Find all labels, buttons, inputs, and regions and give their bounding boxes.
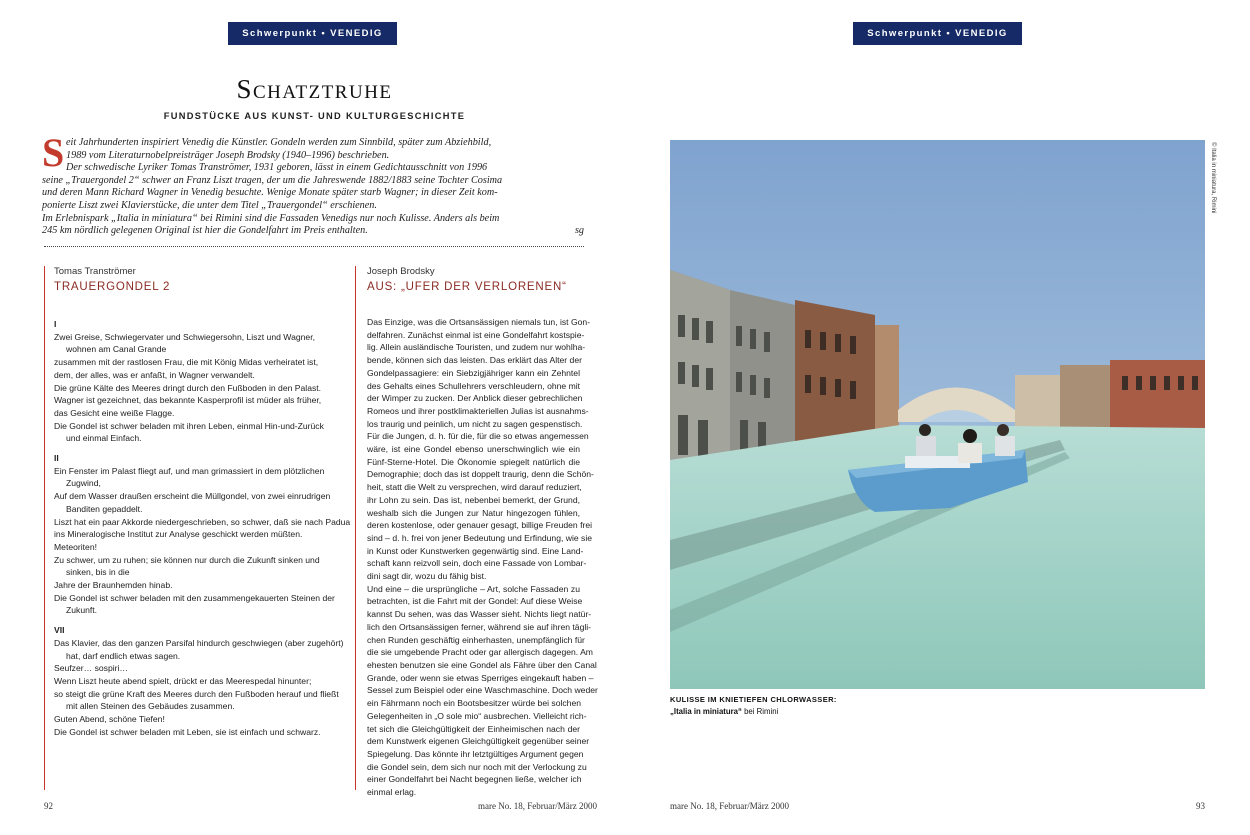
poem-line: Zugwind, [66,478,101,489]
intro-last-line [42,225,584,238]
prose-line: in Kunst oder Kunstwerken gegenwärtig sind. Eine Land- [367,545,584,556]
poem-line: Wagner ist gezeichnet, das bekannte Kasperprofil ist müder als früher, [54,395,322,406]
right-excerpt-title: AUS: „UFER DER VERLORENEN“ [367,281,567,293]
prose-line: dem Kunstwerk eigenen Gleichgültigkeit gegenüber seiner [367,736,590,747]
prose-line: Grande, oder wenn sie etwas Sperriges eingekauft haben – [367,672,594,683]
article-subtitle: FUNDSTÜCKE AUS KUNST- UND KULTURGESCHICHTE [163,111,466,121]
prose-line: sind – d. h. frei von jener Bedeutung und Erfindung, wie sie [367,532,593,543]
article-title: Schatztruhe [236,74,393,104]
poem-line: Zukunft. [66,605,98,616]
drop-cap: S [42,130,65,175]
poem-line: Seufzer… sospiri… [54,663,129,674]
prose-line: einmal erlag. [367,787,417,798]
prose-line: Das Einzige, was die Ortsansässigen niemals tun, ist Gon- [367,317,591,327]
intro-signature: sg [574,225,584,237]
article-intro [42,130,584,238]
poem-line: Die Gondel ist schwer beladen mit Leben, sie ist einfach und schwarz. [54,726,321,737]
prose-line: wäre, ist eine Gondel ebenso unerschwinglich wie ein [367,444,580,455]
intro-line: und deren Mann Richard Wagner in Venedig besuchte. Wenige Monate später starb Wagner; in dieser Zeit kom- [42,187,498,199]
poem-line: hat, darf endlich etwas sagen. [66,650,181,661]
left-author: Tomas Tranströmer [54,266,136,277]
intro-line: Der schwedische Lyriker Tomas Tranströmer, 1931 geboren, lässt in einem Gedichtausschnitt von 1996 [66,162,488,174]
prose-line: die sie umgebende Pracht oder gar allergisch dagegen. Am [367,647,593,658]
prose-line: lich den Ortsansässigen ferner, während sie auf ihren tägli- [367,621,592,632]
page-number-right: 93 [1196,801,1205,811]
poem-line: Auf dem Wasser draußen erscheint die Müllgondel, von zwei einrudrigen [54,491,331,502]
poem-line: zusammen mit der rastlosen Frau, die mit König Midas verheiratet ist, [54,357,319,368]
intro-line: eit Jahrhunderten inspiriert Venedig die Künstler. Gondeln werden zum Sinnbild, später zum Abziehbild, [66,137,492,148]
prose-line: dini sagt dir, wozu du fähig bist. [367,571,487,582]
poem-line: das Gesicht eine weiße Flagge. [54,407,175,418]
poem-line: Das Klavier, das den ganzen Parsifal hindurch geschwiegen (aber zugehört) [54,637,344,648]
right-column-rule [355,266,356,790]
prose-line: Für die Jungen, d. h. für die, für die so etwas angemessen [367,431,589,442]
poem-line: mit allen Steinen des Gebäudes zusammen. [66,701,235,712]
poem-line: Guten Abend, schöne Tiefen! [54,714,165,725]
issue-footer-right: mare No. 18, Februar/März 2000 [670,801,789,811]
poem-line: dem, der alles, was er anfaßt, in Wagner verwandelt. [54,369,255,380]
section-tag-left: Schwerpunkt • VENEDIG [228,22,397,45]
poem-line: so steigt die grüne Kraft des Meeres durch den Fußboden herauf und fließt [54,688,339,699]
poem-line: Meteoriten! [54,541,97,552]
prose-line: des Gehalts eines Schullehrers verschleudern, ohne mit [367,380,581,391]
intro-line: 245 km nördlich gelegenen Original ist hier die Gondelfahrt im Preis enthalten. [42,225,368,237]
poem-line: Wenn Liszt heute abend spielt, drückt er das Meerespedal hinunter; [54,675,312,686]
poem-line: wohnen am Canal Grande [66,344,167,355]
intro-line: 1989 vom Literaturnobelpreisträger Joseph Brodsky (1940–1996) beschrieben. [66,149,390,161]
poem-line: sinken, bis in die [66,567,130,578]
poem-text [54,318,351,739]
poem-line: Ein Fenster im Palast fliegt auf, und man grimassiert in dem plötzlichen [54,465,325,476]
left-poem-title: TRAUERGONDEL 2 [54,281,171,293]
prose-line: Spiegelung. Das könnte ihr letztgültiges Argument gegen [367,748,584,759]
intro-line: ponierte Liszt zwei Klavierstücke, die unter dem Titel „Trauergondel“ erschienen. [42,199,377,211]
prose-line: weshalb sich die Jungen zur Natur hingezogen fühlen, [367,507,580,518]
poem-line: Zwei Greise, Schwiegervater und Schwiegersohn, Liszt und Wagner, [54,331,315,342]
venice-miniature-photo [670,140,1205,689]
poem-line: Jahre der Braunhemden hinab. [54,580,173,591]
photo-caption [670,707,778,716]
right-author: Joseph Brodsky [367,266,435,277]
poem-section-numeral: II [54,453,59,464]
issue-footer-left: mare No. 18, Februar/März 2000 [478,801,597,811]
poem-line: Die grüne Kälte des Meeres dringt durch den Fußboden in den Palast. [54,382,322,393]
prose-line: Fünf-Sterne-Hotel. Die Ökonomie spiegelt natürlich die [367,456,580,467]
prose-line: tet sich die Gleichgültigkeit der Einheimischen nach der [367,723,580,734]
section-tag-right: Schwerpunkt • VENEDIG [853,22,1022,45]
dotted-divider [44,246,584,247]
prose-line: ein Fährmann noch ein Bootsbesitzer würde bei solchen [367,698,582,709]
prose-line: chen Runden geschäftig einherhasten, unempfänglich für [367,634,585,645]
prose-line: Und eine – die ursprüngliche – Art, solche Fassaden zu [367,583,580,594]
poem-section-numeral: I [54,319,57,329]
prose-line: schaft kann reizvoll sein, doch eine Fassade von Lombar- [367,558,587,569]
left-column-rule [44,266,45,790]
prose-line: Sessel zum Beispiel oder eine Waschmaschine. Doch weder [367,685,598,696]
poem-line: Banditen gepaddelt. [66,503,143,514]
poem-line: Zu schwer, um zu ruhen; sie können nur durch die Zukunft sinken und [54,554,320,565]
prose-line: ehesten benutzen sie eine Gondel als Fähre über den Canal [367,659,597,670]
intro-line: seine „Trauergondel 2“ schwer an Franz Liszt tragen, der um die Jahreswende 1882/1883 seine Tochter Cosima [42,174,503,186]
prose-line: der Wimper zu zucken. Der Anblick dieser gebrechlichen [367,393,583,404]
prose-line: einer Gondelfahrt bei Nacht begegnen ließe, welcher ich [367,774,582,785]
prose-line: deren kostenlose, oder genauer gesagt, billige Freuden frei [367,520,593,531]
poem-line: Die Gondel ist schwer beladen mit ihren Leben, einmal Hin-und-Zurück [54,420,324,431]
prose-line: lig. Allein ausländische Touristen, und zudem nur wohlha- [367,342,586,353]
caption-rest: bei Rimini [741,707,779,716]
prose-line: bende, können sich das leisten. Das erklärt das Alter der [367,355,582,366]
intro-line: Im Erlebnispark „Italia in miniatura“ bei Rimini sind die Fassaden Venedigs nur noch Kulisse. Anders als beim [42,212,500,224]
photo-caption-title: KULISSE IM KNIETIEFEN CHLORWASSER: [670,695,837,704]
page-number-left: 92 [44,801,53,811]
prose-line: betrachten, ist die Fahrt mit der Gondel: Auf diese Weise [367,596,583,607]
poem-line: Die Gondel ist schwer beladen mit den zusammengekauerten Steinen der [54,592,335,603]
prose-line: delfahren. Zunächst einmal ist eine Gondelfahrt kostspie- [367,329,585,340]
photo-credit: © Italia in miniatura, Rimini [1210,142,1216,214]
prose-line: heit, statt die Welt zu versprechen, wird darauf reduziert, [367,482,582,493]
poem-line: und einmal Einfach. [66,433,142,444]
prose-line: Gelegenheiten in „O sole mio“ ausbrechen. Vielleicht rich- [367,710,587,721]
prose-line: die Gondel sein, dem sich nur noch mit der Verlockung zu [367,761,587,772]
poem-line: ins Mineralogische Institut zur Analyse geschickt werden müßten. [54,529,303,540]
caption-quoted: „Italia in miniatura“ [670,707,742,716]
prose-line: Romeos und ihrer postklimakteriellen Julias ist ausnahms- [367,405,589,416]
prose-line: Demographie; doch das ist doppelt traurig, denn die Schön- [367,469,594,480]
prose-line: los traurig und peinlich, um nicht zu sagen gespenstisch. [367,418,583,429]
poem-line: Liszt hat ein paar Akkorde niedergeschrieben, so schwer, daß sie nach Padua [54,516,351,527]
prose-line: ihr Lohn zu sein. Das ist, nebenbei bemerkt, der Grund, [367,494,580,505]
prose-line: Gondelpassagiere: ein Siebzigjähriger kann ein Zehntel [367,367,580,378]
poem-section-numeral: VII [54,625,65,636]
prose-text [367,316,598,799]
prose-line: kannst Du sehen, was das Wasser sieht. Nichts liegt natür- [367,609,592,620]
